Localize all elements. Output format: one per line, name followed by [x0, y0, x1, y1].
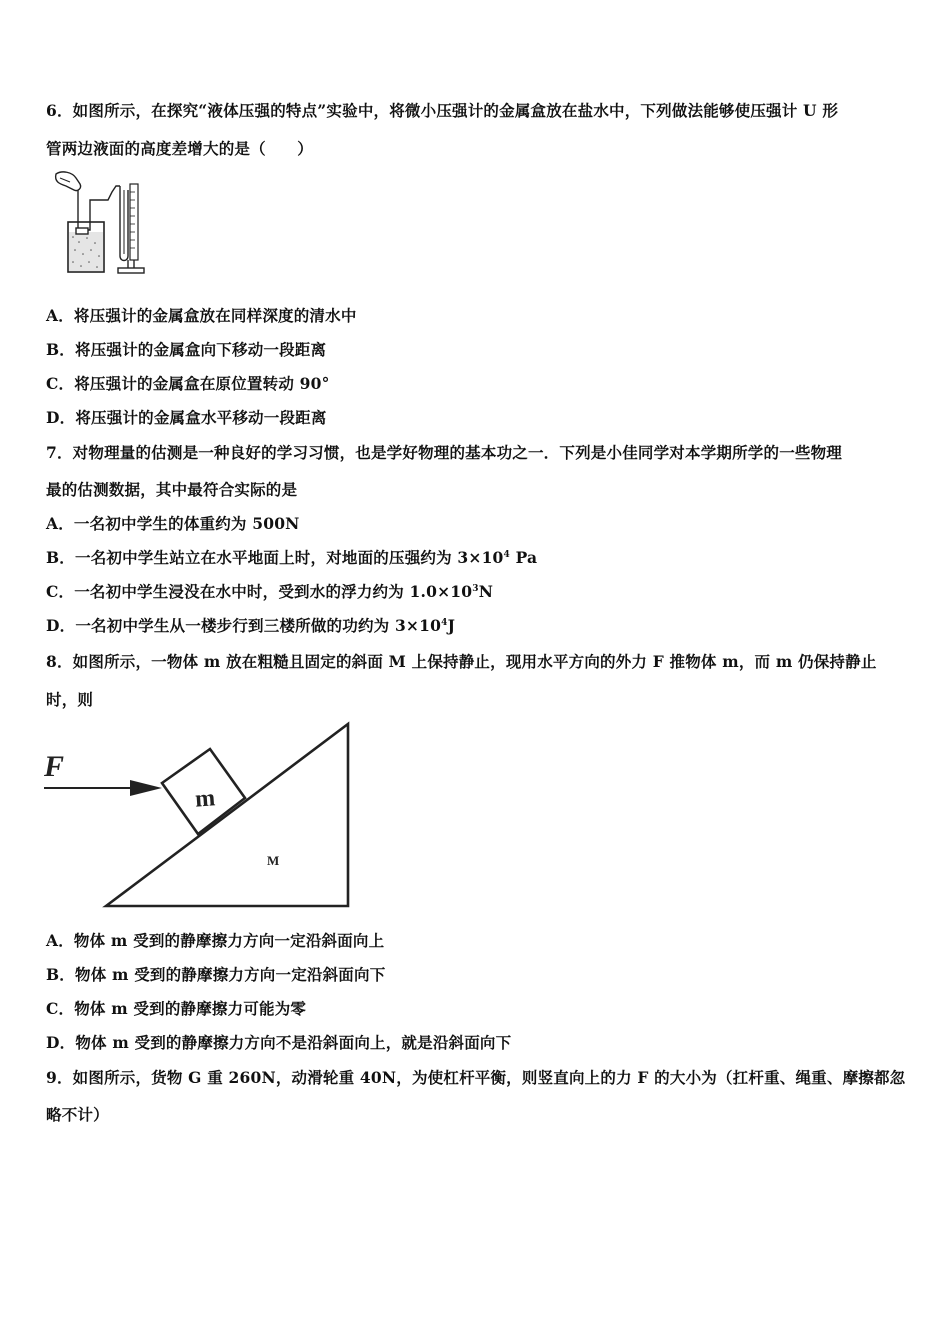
q6-stem-line2: 管两边液面的高度差增大的是（ ）	[46, 139, 313, 158]
q8-option-c: C．物体 m 受到的静摩擦力可能为零	[46, 999, 307, 1018]
q8-option-a: A．物体 m 受到的静摩擦力方向一定沿斜面向上	[46, 931, 385, 950]
q7-option-d: D．一名初中学生从一楼步行到三楼所做的功约为 $3\times 10^4J$	[46, 616, 456, 635]
force-arrow-head	[130, 780, 162, 796]
incline-label: M	[267, 853, 280, 868]
q8-stem-line2: 时，则	[46, 690, 94, 709]
force-label: F	[44, 750, 65, 783]
q8-stem-line1: 8．如图所示，一物体 m 放在粗糙且固定的斜面 M 上保持静止，现用水平方向的外力 F 推物体 m，而 m 仍保持静止	[46, 652, 877, 671]
q9-stem-line2: 略不计）	[46, 1105, 109, 1124]
q7-option-a: A．一名初中学生的体重约为 500N	[46, 514, 300, 533]
q7-stem-line1: 7．对物理量的估测是一种良好的学习习惯，也是学好物理的基本功之一．下列是小佳同学对本学期所学的一些物理	[46, 443, 842, 462]
q9-stem-line1: 9．如图所示，货物 G 重 260N，动滑轮重 40N，为使杠杆平衡，则竖直向上的力 F 的大小为（扛杆重、绳重、摩擦都忽	[46, 1068, 906, 1087]
q7-option-b: B．一名初中学生站立在水平地面上时，对地面的压强约为 $3\times 10^4$ Pa	[46, 548, 538, 567]
q8-option-b: B．物体 m 受到的静摩擦力方向一定沿斜面向下	[46, 965, 386, 984]
incline-block-figure	[40, 718, 360, 918]
q6-option-a: A．将压强计的金属盒放在同样深度的清水中	[46, 306, 357, 325]
q7-option-c: C．一名初中学生浸没在水中时，受到水的浮力约为 $1.0\times 10^3N$	[46, 582, 494, 601]
q7-stem-line2: 最的估测数据，其中最符合实际的是	[46, 480, 298, 499]
q6-option-d: D．将压强计的金属盒水平移动一段距离	[46, 408, 327, 427]
q6-stem-line1: 6．如图所示，在探究“液体压强的特点”实验中，将微小压强计的金属盒放在盐水中，下列做法能够使压强计 U 形	[46, 101, 839, 120]
q6-option-c: C．将压强计的金属盒在原位置转动 90°	[46, 374, 330, 393]
block-label: m	[194, 785, 216, 813]
q6-option-b: B．将压强计的金属盒向下移动一段距离	[46, 340, 327, 359]
q8-option-d: D．物体 m 受到的静摩擦力方向不是沿斜面向上，就是沿斜面向下	[46, 1033, 512, 1052]
incline-triangle	[106, 724, 348, 906]
pressure-gauge-figure	[46, 170, 150, 278]
